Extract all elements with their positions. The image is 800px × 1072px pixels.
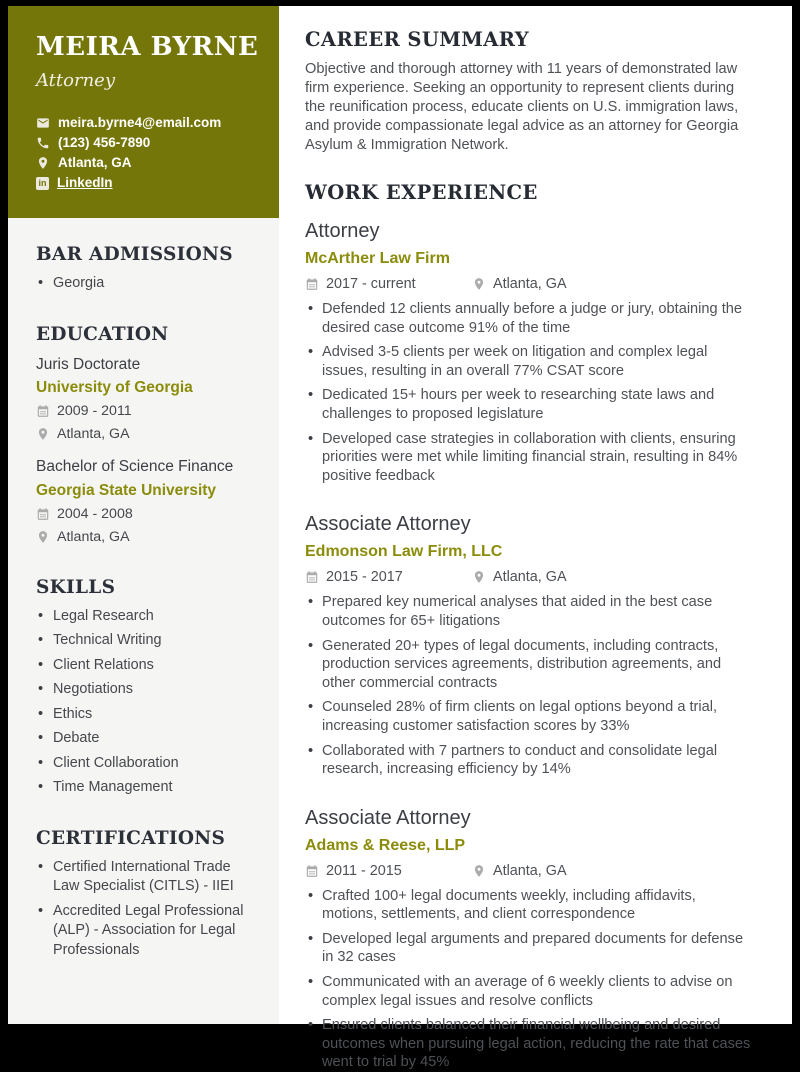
calendar-icon: [305, 570, 319, 584]
skill-item: • Client Collaboration: [36, 754, 259, 774]
job-bullet: • Communicated with an average of 6 weekly clients to advise on complex legal issues and resolve conflicts: [305, 973, 751, 1010]
skills-heading: SKILLS: [36, 576, 116, 598]
job-bullet: • Counseled 28% of firm clients on legal options beyond a trial, increasing customer satisfaction scores by 33%: [305, 698, 751, 735]
section-certifications: [36, 828, 259, 961]
section-career-summary: [305, 28, 751, 155]
job-bullet: • Collaborated with 7 partners to conduct and consolidate legal research, increasing efficiency by 14%: [305, 742, 751, 779]
location-pin-icon: [472, 864, 486, 878]
job-location: [472, 861, 567, 881]
job-meta: [305, 861, 751, 881]
career-summary-heading: CAREER SUMMARY: [305, 28, 530, 51]
job-title: Attorney: [305, 220, 380, 242]
skill-item: • Legal Research: [36, 607, 259, 627]
skill-item: • Time Management: [36, 778, 259, 798]
education-entry: [36, 456, 259, 547]
email-icon: [36, 116, 50, 130]
job-location-text: Atlanta, GA: [493, 862, 567, 879]
linkedin-link[interactable]: LinkedIn: [57, 175, 113, 190]
job-bullet-list: [305, 593, 751, 778]
job-entry: [305, 805, 751, 1072]
calendar-icon: [305, 864, 319, 878]
section-skills: [36, 577, 259, 798]
job-dates: [305, 567, 472, 587]
job-bullet: • Developed legal arguments and prepared documents for defense in 32 cases: [305, 930, 751, 967]
section-education: [36, 324, 259, 547]
bar-admissions-list: [36, 274, 259, 294]
job-location-text: Atlanta, GA: [493, 276, 567, 292]
certification-item: • Accredited Legal Professional (ALP) - Association for Legal Professionals: [36, 902, 259, 961]
job-location: [472, 567, 567, 587]
certifications-heading: CERTIFICATIONS: [36, 827, 226, 849]
education-location-text: Atlanta, GA: [57, 528, 130, 545]
education-entry: [36, 354, 259, 445]
contact-location-text: Atlanta, GA: [58, 155, 132, 170]
education-dates-text: 2004 - 2008: [57, 505, 133, 522]
education-degree: Bachelor of Science Finance: [36, 458, 234, 475]
education-location-text: Atlanta, GA: [57, 426, 130, 442]
phone-icon: [36, 136, 50, 150]
education-dates-text: 2009 - 2011: [57, 403, 132, 419]
education-location: [36, 527, 259, 547]
skills-list: [36, 607, 259, 798]
job-company: Edmonson Law Firm, LLC: [305, 543, 503, 561]
career-summary-text: Objective and thorough attorney with 11 years of demonstrated law firm experience. Seeking an opportunity to represent clients during the reunification process, educate clients on U.S. immigration laws, and provide compassionate legal advice as an attorney for Georgia Asylum & Immigration Network.: [305, 61, 739, 153]
job-meta: [305, 567, 751, 587]
contact-email: [36, 113, 259, 133]
contact-phone-text: (123) 456-7890: [58, 135, 151, 150]
location-icon: [36, 156, 50, 170]
contact-linkedin[interactable]: [36, 173, 259, 193]
linkedin-icon: in: [36, 177, 49, 190]
contact-list: [36, 113, 259, 193]
contact-email-text: meira.byrne4@email.com: [58, 115, 222, 130]
job-bullet: • Ensured clients balanced their financial wellbeing and desired outcomes when pursuing legal action, reducing the rate that cases went to trial by 45%: [305, 1016, 751, 1072]
education-location: [36, 424, 259, 444]
job-bullet: • Defended 12 clients annually before a judge or jury, obtaining the desired case outcome 91% of the time: [305, 300, 751, 337]
job-bullet: • Crafted 100+ legal documents weekly, including affidavits, motions, settlements, and client correspondence: [305, 887, 751, 924]
skill-item: • Technical Writing: [36, 631, 259, 651]
section-work-experience: [305, 181, 751, 1072]
job-company: McArther Law Firm: [305, 250, 450, 267]
calendar-icon: [36, 507, 50, 521]
job-title: Associate Attorney: [305, 513, 471, 536]
sidebar: [8, 6, 279, 1024]
education-degree: Juris Doctorate: [36, 355, 141, 373]
list-item: • Georgia: [36, 274, 259, 294]
job-bullet: • Dedicated 15+ hours per week to researching state laws and challenges to proposed legislature: [305, 386, 751, 423]
education-school: University of Georgia: [36, 379, 193, 396]
contact-phone: [36, 133, 259, 153]
skill-item: • Ethics: [36, 705, 259, 725]
job-dates: [305, 274, 472, 294]
location-pin-icon: [472, 277, 486, 291]
certifications-list: [36, 858, 259, 961]
section-bar-admissions: [36, 244, 259, 294]
work-experience-heading: WORK EXPERIENCE: [305, 181, 538, 204]
education-dates: [36, 401, 259, 421]
education-dates: [36, 504, 259, 524]
job-location: [472, 274, 567, 294]
location-pin-icon: [36, 427, 50, 441]
education-school: Georgia State University: [36, 481, 217, 499]
job-dates-text: 2015 - 2017: [326, 569, 403, 586]
job-title: Associate Attorney: [305, 806, 471, 829]
main-content: [279, 6, 792, 1071]
calendar-icon: [305, 277, 319, 291]
bar-admissions-heading: BAR ADMISSIONS: [36, 244, 233, 265]
skill-item: • Negotiations: [36, 680, 259, 700]
job-entry: [305, 511, 751, 778]
job-location-text: Atlanta, GA: [493, 569, 567, 586]
contact-location: [36, 153, 259, 173]
job-bullet-list: [305, 300, 751, 485]
profile-header: [8, 6, 279, 218]
job-bullet: • Advised 3-5 clients per week on litigation and complex legal issues, resulting in an overall 77% CSAT score: [305, 343, 751, 380]
job-bullet: • Generated 20+ types of legal documents, including contracts, production services agreements, distribution agreements, and other commercial contracts: [305, 637, 751, 693]
job-company: Adams & Reese, LLP: [305, 836, 466, 854]
candidate-title: Attorney: [36, 70, 116, 91]
job-dates-text: 2017 - current: [326, 276, 416, 292]
job-bullet-list: [305, 887, 751, 1072]
location-pin-icon: [472, 570, 486, 584]
job-meta: [305, 274, 751, 294]
calendar-icon: [36, 404, 50, 418]
candidate-name: MEIRA BYRNE: [36, 32, 259, 62]
job-dates-text: 2011 - 2015: [326, 862, 402, 879]
resume-page: [8, 6, 792, 1071]
sidebar-body: [8, 218, 279, 960]
skill-item: • Debate: [36, 729, 259, 749]
certification-item: • Certified International Trade Law Specialist (CITLS) - IIEI: [36, 858, 259, 897]
skill-item: • Client Relations: [36, 656, 259, 676]
job-bullet: • Prepared key numerical analyses that aided in the best case outcomes for 65+ litigations: [305, 593, 751, 630]
education-heading: EDUCATION: [36, 323, 169, 345]
job-dates: [305, 861, 472, 881]
job-entry: [305, 218, 751, 485]
location-pin-icon: [36, 530, 50, 544]
job-bullet: • Developed case strategies in collaboration with clients, ensuring priorities were met while limiting financial strain, resulting in 84% positive feedback: [305, 430, 751, 486]
